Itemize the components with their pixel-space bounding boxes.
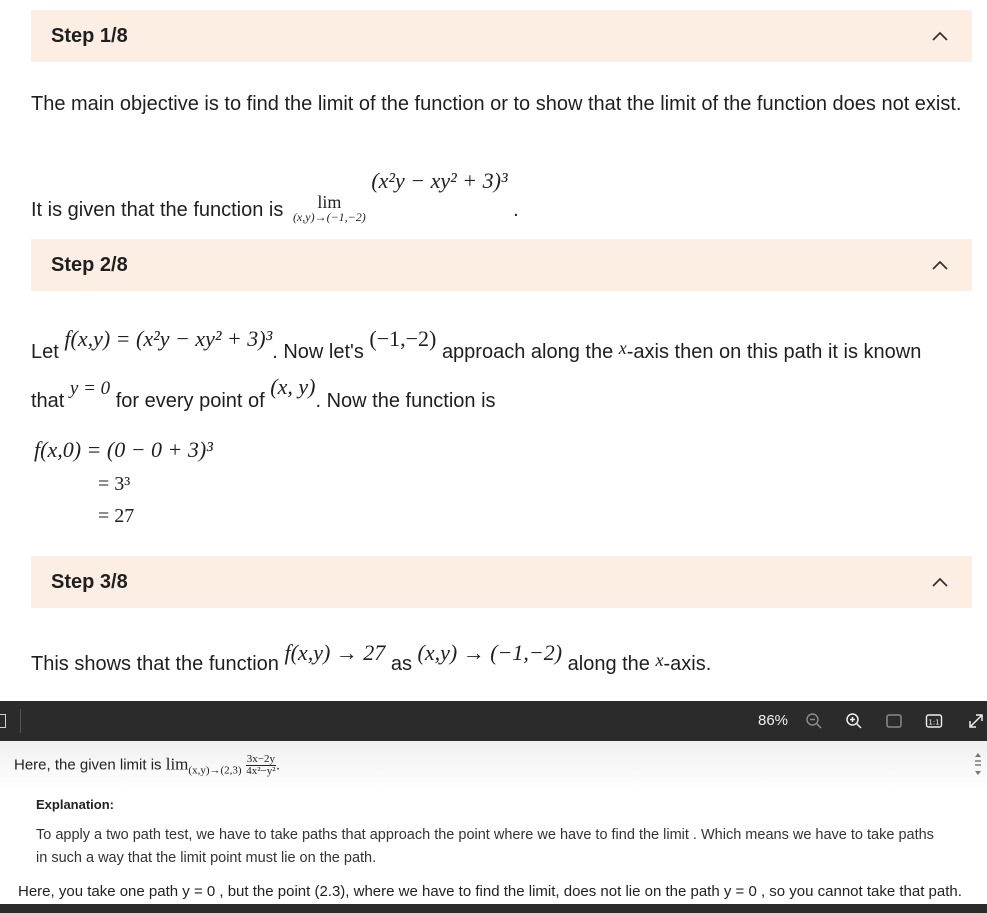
- zoom-in-icon[interactable]: [844, 711, 864, 731]
- given-limit-line: [14, 754, 280, 777]
- x-variable: x: [618, 338, 627, 358]
- approach-text: approach along the: [441, 341, 614, 363]
- x-variable: x: [655, 650, 664, 670]
- step-1-header[interactable]: [31, 10, 972, 62]
- step-1-given: [31, 168, 519, 223]
- actual-size-icon[interactable]: [924, 711, 944, 731]
- step-1-objective: The main objective is to find the limit of the function or to show that the limit of the function does not exist.: [31, 93, 962, 115]
- every-point-text: for every point of: [115, 390, 265, 412]
- fraction-denominator: 4x²−y²: [246, 765, 276, 777]
- panel-toggle-icon[interactable]: [0, 714, 6, 728]
- expand-icon[interactable]: [966, 711, 986, 731]
- limit-expression: (x²y − xy² + 3)³: [371, 168, 508, 193]
- toolbar-divider: [20, 709, 21, 733]
- limit-operator: [293, 193, 366, 223]
- that-word: that: [31, 390, 65, 412]
- lim-subscript: (x,y)→(−1,−2): [292, 210, 366, 224]
- equation-line-3: = 27: [98, 505, 135, 527]
- explanation-heading: Explanation:: [36, 797, 115, 812]
- zoom-out-icon[interactable]: [804, 711, 824, 731]
- given-limit-suffix: .: [275, 756, 281, 774]
- explanation-panel: [0, 741, 987, 904]
- axis-then-text: -axis then on this path it is known: [626, 341, 922, 363]
- now-lets-text: . Now let's: [272, 341, 364, 363]
- step-2-title: Step 2/8: [51, 253, 128, 276]
- approach-point: (−1,−2): [369, 326, 437, 351]
- path-explanation: Here, you take one path y = 0 , but the point (2.3), where we have to find the limit, does not lie on the path y = 0 , so you cannot take that path.: [18, 883, 962, 900]
- svg-text:1:1: 1:1: [928, 718, 940, 727]
- given-period: .: [513, 199, 519, 221]
- fraction-numerator: 3x−2y: [246, 753, 275, 765]
- fit-screen-icon[interactable]: [884, 711, 904, 731]
- axis-text: -axis.: [663, 653, 712, 675]
- equation-line-1: f(x,0) = (0 − 0 + 3)³: [34, 437, 213, 462]
- lim-word: lim: [165, 754, 189, 774]
- shows-text: This shows that the function: [31, 653, 279, 675]
- step-3-header[interactable]: [31, 556, 972, 608]
- lim-word: lim: [317, 192, 342, 212]
- step-2-line-1: [31, 326, 921, 365]
- chevron-up-icon[interactable]: [930, 572, 950, 592]
- xy-tends-to-point: (x,y) → (−1,−2): [417, 640, 563, 665]
- lim-subscript: (x,y)→(2,3): [188, 764, 242, 777]
- f-tends-to-27: f(x,y) → 27: [284, 640, 386, 665]
- step-3-line: [31, 640, 711, 677]
- step-2-line-2: [31, 374, 496, 414]
- explanation-text: To apply a two path test, we have to take paths that approach the point where we have to find the limit . Which means we have to take paths in such a way that the limit point must lie on the path.: [36, 827, 934, 866]
- along-text: along the: [567, 653, 650, 675]
- scrollbar[interactable]: [972, 751, 984, 777]
- function-definition: f(x,y) = (x²y − xy² + 3)³: [64, 326, 273, 351]
- limit-fraction: [246, 754, 276, 777]
- xy-point: (x, y): [270, 374, 316, 399]
- bottom-bar: [0, 904, 987, 913]
- chevron-up-icon[interactable]: [930, 26, 950, 46]
- viewer-toolbar: [0, 701, 987, 741]
- step-1-title: Step 1/8: [51, 24, 128, 47]
- step-3-title: Step 3/8: [51, 570, 128, 593]
- step-2-header[interactable]: [31, 239, 972, 291]
- now-function-text: . Now the function is: [315, 390, 496, 412]
- equation-line-2: = 3³: [98, 473, 131, 495]
- given-limit-prefix: Here, the given limit is: [14, 756, 162, 774]
- chevron-up-icon[interactable]: [930, 255, 950, 275]
- y-equals-zero: y = 0: [69, 378, 111, 399]
- given-prefix: It is given that the function is: [31, 199, 284, 221]
- zoom-level: 86%: [758, 712, 789, 729]
- let-word: Let: [31, 341, 59, 363]
- as-word: as: [390, 653, 412, 675]
